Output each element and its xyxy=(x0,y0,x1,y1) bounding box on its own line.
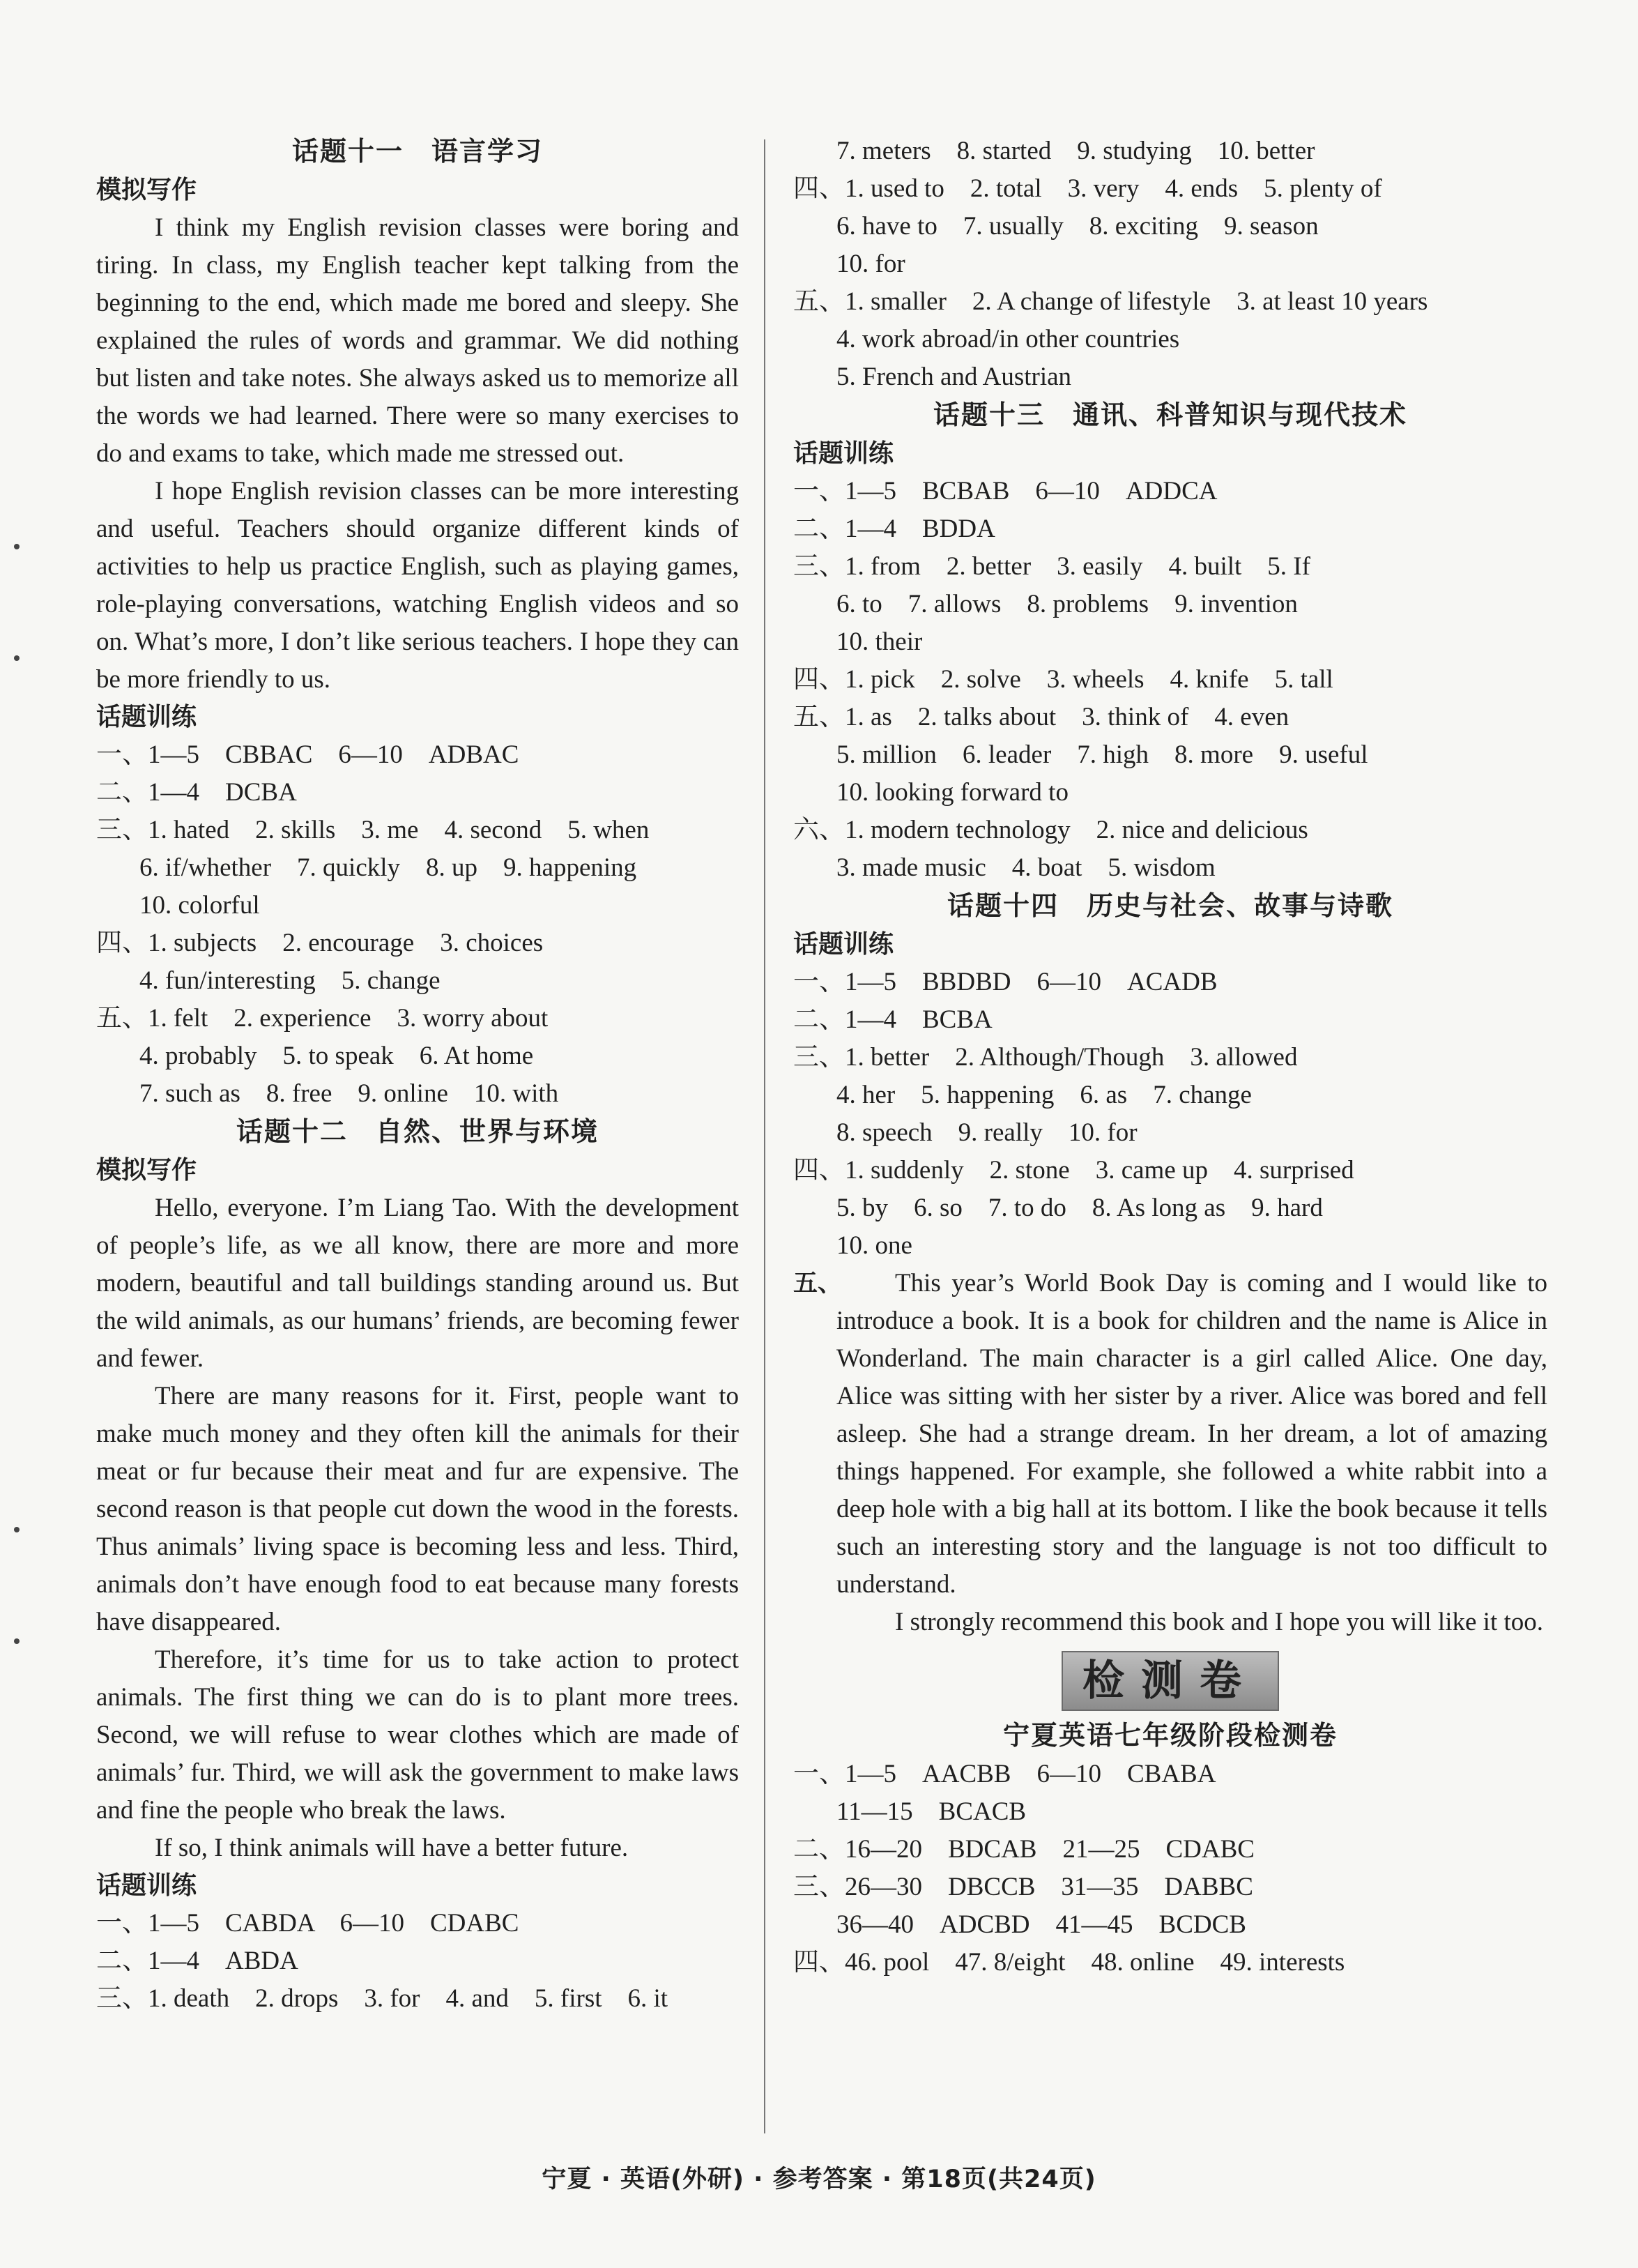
topic-14-essay-p1: This year’s World Book Day is coming and I would like to introduce a book. It is a book for children and the name is Alice in Wonderland. The main character is a girl called Alice. One day, Alice was sitting with her sister by a river. Alice was bored and fell asleep. She had a strange dream. In her dream, a lot of amazing things happened. For example, she followed a white rabbit into a deep hole with a big hall at its bottom. I like the book because it tells such an interesting story and the language is not too difficult to understand. xyxy=(836,1269,1547,1599)
section-five-label: 五、 xyxy=(793,1270,843,1297)
answer-line: 5. French and Austrian xyxy=(836,363,1072,391)
topic-11-writing-heading: 模拟写作 xyxy=(96,176,197,204)
answer-line: 8. speech 9. really 10. for xyxy=(836,1118,1138,1147)
answer-line: 二、1—4 BDDA xyxy=(793,515,995,543)
topic-14-training-heading: 话题训练 xyxy=(793,930,894,959)
test-section-banner: 检测卷 xyxy=(1062,1651,1279,1711)
topic-12-essay-p1: Hello, everyone. I’m Liang Tao. With the development of people’s life, as we all know, there are more and more modern, beautiful and tall buildings standing around us. But the wild animals, as our humans’ friends, are becoming fewer and fewer. xyxy=(96,1194,739,1373)
answer-line: 6. if/whether 7. quickly 8. up 9. happening xyxy=(139,853,637,882)
margin-dot xyxy=(14,544,20,549)
answer-line: 二、1—4 BCBA xyxy=(793,1005,993,1034)
answer-line: 11—15 BCACB xyxy=(836,1797,1027,1826)
answer-line: 6. to 7. allows 8. problems 9. invention xyxy=(836,590,1298,618)
topic-11-title: 话题十一 语言学习 xyxy=(291,136,543,167)
answer-line: 10. their xyxy=(836,627,923,656)
topic-12-training-heading: 话题训练 xyxy=(96,1871,197,1900)
answer-line: 一、1—5 CABDA 6—10 CDABC xyxy=(96,1909,519,1938)
answer-line: 4. work abroad/in other countries xyxy=(836,325,1180,353)
answer-line: 一、1—5 BBDBD 6—10 ACADB xyxy=(793,968,1218,996)
answer-line: 五、1. smaller 2. A change of lifestyle 3. at least 10 years xyxy=(793,287,1428,316)
right-column xyxy=(793,132,1547,1981)
topic-13-training-heading: 话题训练 xyxy=(793,439,894,468)
test-paper-title: 宁夏英语七年级阶段检测卷 xyxy=(1002,1720,1338,1751)
topic-11-essay-p1: I think my English revision classes were boring and tiring. In class, my English teacher kept talking from the beginning to the end, which made me bored and sleepy. She explained the rules of words and grammar. We did nothing but listen and take notes. She always asked us to memorize all the words we had learned. There were so many exercises to do and exams to take, which made me stressed out. xyxy=(96,213,739,468)
answer-line: 四、1. pick 2. solve 3. wheels 4. knife 5. tall xyxy=(793,665,1333,694)
answer-line: 四、1. subjects 2. encourage 3. choices xyxy=(96,929,544,957)
answer-line: 10. colorful xyxy=(139,891,260,920)
answer-line: 三、1. hated 2. skills 3. me 4. second 5. when xyxy=(96,816,650,844)
answer-line: 3. made music 4. boat 5. wisdom xyxy=(836,853,1216,882)
answer-line: 10. looking forward to xyxy=(836,778,1069,807)
left-column xyxy=(96,132,739,2018)
topic-14-essay xyxy=(793,1265,1547,1641)
answer-line: 一、1—5 BCBAB 6—10 ADDCA xyxy=(793,477,1218,505)
answer-line: 三、26—30 DBCCB 31—35 DABBC xyxy=(793,1873,1253,1901)
topic-14-essay-p2: I strongly recommend this book and I hope you will like it too. xyxy=(895,1608,1544,1636)
answer-line: 5. million 6. leader 7. high 8. more 9. useful xyxy=(836,740,1368,769)
answer-line: 二、1—4 ABDA xyxy=(96,1947,298,1975)
column-divider xyxy=(764,139,765,2133)
topic-12-essay-p4: If so, I think animals will have a better future. xyxy=(155,1834,629,1862)
topic-12-writing-heading: 模拟写作 xyxy=(96,1156,197,1185)
answer-line: 6. have to 7. usually 8. exciting 9. season xyxy=(836,212,1319,241)
answer-line: 4. her 5. happening 6. as 7. change xyxy=(836,1081,1252,1109)
margin-dot xyxy=(14,1638,20,1644)
topic-14-title: 话题十四 历史与社会、故事与诗歌 xyxy=(947,890,1393,921)
answer-line: 5. by 6. so 7. to do 8. As long as 9. hard xyxy=(836,1194,1323,1222)
answer-line: 四、1. suddenly 2. stone 3. came up 4. surprised xyxy=(793,1156,1354,1185)
answer-line: 四、1. used to 2. total 3. very 4. ends 5. plenty of xyxy=(793,174,1382,203)
margin-dot xyxy=(14,1527,20,1532)
margin-dot xyxy=(14,655,20,661)
answer-line: 10. one xyxy=(836,1231,912,1260)
answer-line: 4. fun/interesting 5. change xyxy=(139,966,441,995)
answer-line: 五、1. felt 2. experience 3. worry about xyxy=(96,1004,549,1033)
answer-line: 三、1. from 2. better 3. easily 4. built 5. If xyxy=(793,552,1310,581)
topic-11-training-heading: 话题训练 xyxy=(96,703,197,731)
answer-line: 4. probably 5. to speak 6. At home xyxy=(139,1042,534,1070)
answer-line: 三、1. death 2. drops 3. for 4. and 5. first 6. it xyxy=(96,1984,668,2013)
answer-line: 二、16—20 BDCAB 21—25 CDABC xyxy=(793,1835,1255,1864)
topic-11-essay-p2: I hope English revision classes can be more interesting and useful. Teachers should organize different kinds of activities to help us practice English, such as playing games, role-playing conversations, watching English videos and so on. What’s more, I don’t like serious teachers. I hope they can be more friendly to us. xyxy=(96,477,739,694)
answer-line: 一、1—5 AACBB 6—10 CBABA xyxy=(793,1760,1216,1788)
answer-line: 10. for xyxy=(836,250,905,278)
answer-line: 四、46. pool 47. 8/eight 48. online 49. interests xyxy=(793,1948,1345,1977)
topic-13-title: 话题十三 通讯、科普知识与现代技术 xyxy=(933,399,1407,430)
answer-line: 36—40 ADCBD 41—45 BCDCB xyxy=(836,1910,1246,1939)
answer-line: 7. meters 8. started 9. studying 10. better xyxy=(836,137,1315,165)
answer-line: 三、1. better 2. Although/Though 3. allowed xyxy=(793,1043,1298,1072)
answer-line: 一、1—5 CBBAC 6—10 ADBAC xyxy=(96,740,519,769)
topic-12-essay-p3: Therefore, it’s time for us to take action to protect animals. The first thing we can do is to plant more trees. Second, we will refuse to wear clothes which are made of animals’ fur. Third, we will ask the government to make laws and fine the people who break the laws. xyxy=(96,1645,739,1825)
page-footer: 宁夏 · 英语(外研) · 参考答案 · 第18页(共24页) xyxy=(542,2166,1096,2193)
answer-line: 五、1. as 2. talks about 3. think of 4. even xyxy=(793,703,1289,731)
answer-line: 二、1—4 DCBA xyxy=(96,778,297,807)
topic-12-title: 话题十二 自然、世界与环境 xyxy=(236,1116,599,1147)
answer-line: 六、1. modern technology 2. nice and delicious xyxy=(793,816,1308,844)
answer-line: 7. such as 8. free 9. online 10. with xyxy=(139,1079,559,1108)
topic-12-essay-p2: There are many reasons for it. First, people want to make much money and they often kill the animals for their meat or fur because their meat and fur are expensive. The second reason is that people cut down the wood in the forests. Thus animals’ living space is becoming less and less. Third, animals don’t have enough food to eat because many forests have disappeared. xyxy=(96,1382,739,1636)
